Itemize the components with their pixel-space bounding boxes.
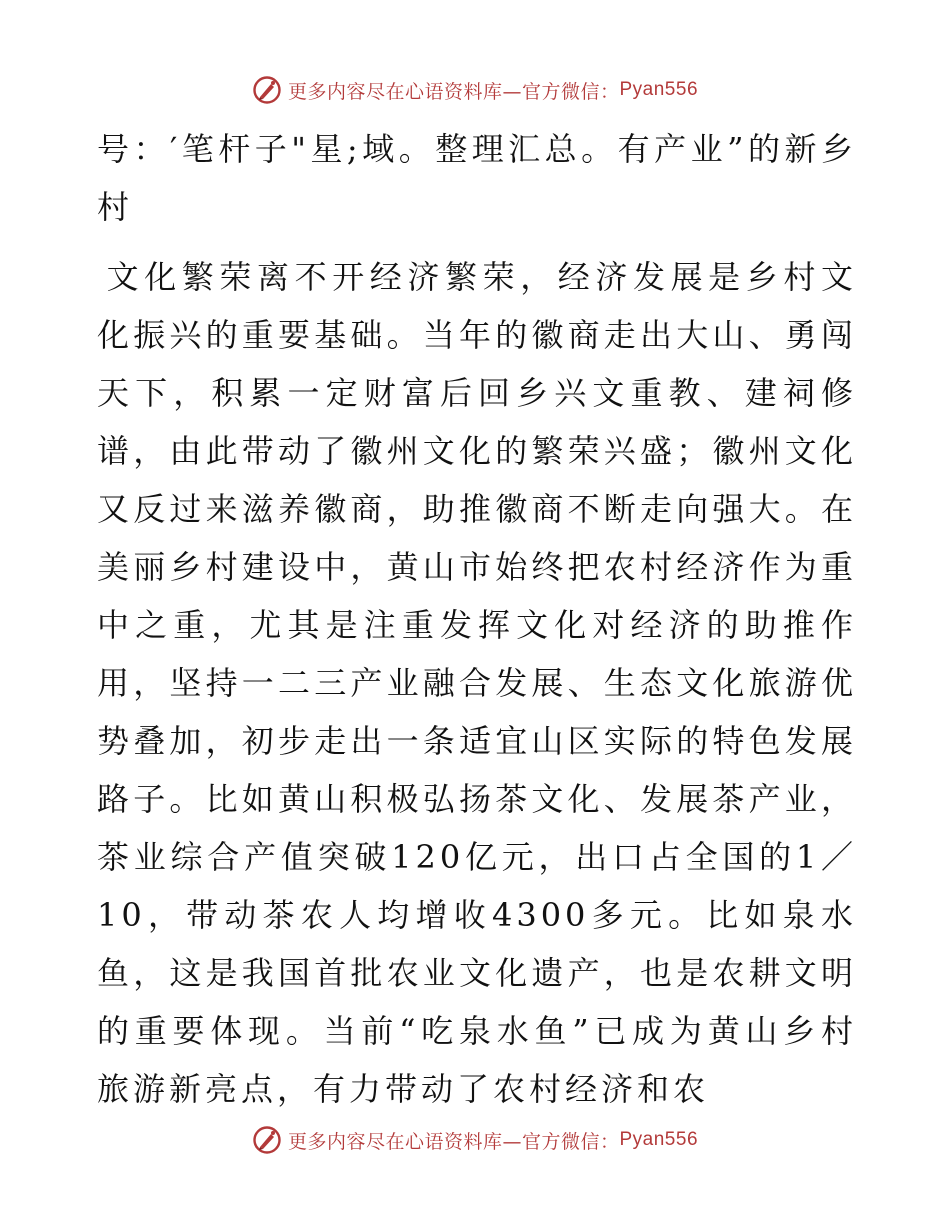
watermark-text: 更多内容尽在心语资料库—官方微信：: [287, 1130, 620, 1153]
pen-logo-icon: [252, 75, 282, 105]
watermark-text: 更多内容尽在心语资料库—官方微信：: [287, 80, 620, 103]
pen-logo-icon: [252, 1125, 282, 1155]
heading-line: 号：′笔杆子"星;域。整理汇总。有产业”的新乡村: [97, 130, 857, 226]
watermark-wechat-id: Pyan556: [619, 1129, 699, 1150]
document-body: [97, 120, 857, 1118]
header-watermark: [0, 70, 950, 110]
watermark-wechat-id: Pyan556: [619, 79, 699, 100]
footer-watermark: [0, 1120, 950, 1160]
body-paragraph: 文化繁荣离不开经济繁荣，经济发展是乡村文化振兴的重要基础。当年的徽商走出大山、勇闯天下，积累一定财富后回乡兴文重教、建祠修谱，由此带动了徽州文化的繁荣兴盛；徽州文化又反过来滋养徽商，助推徽商不断走向强大。在美丽乡村建设中，黄山市始终把农村经济作为重中之重，尤其是注重发挥文化对经济的助推作用，坚持一二三产业融合发展、生态文化旅游优势叠加，初步走出一条适宜山区实际的特色发展路子。比如黄山积极弘扬茶文化、发展茶产业，茶业综合产值突破120亿元，出口占全国的1／10，带动茶农人均增收4300多元。比如泉水鱼，这是我国首批农业文化遗产，也是农耕文明的重要体现。当前“吃泉水鱼”已成为黄山乡村旅游新亮点，有力带动了农村经济和农: [97, 258, 857, 1108]
